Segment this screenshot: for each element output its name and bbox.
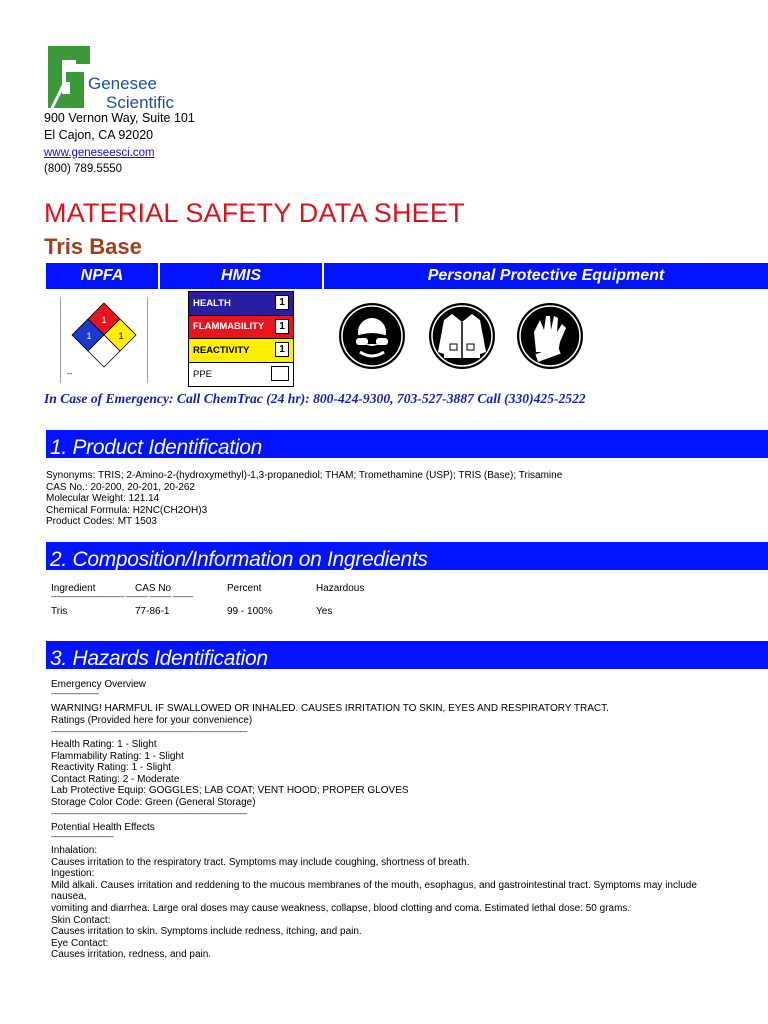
hmis-header: HMIS <box>160 263 324 289</box>
section-3-title: 3. Hazards Identification <box>50 647 268 670</box>
molecular-weight-line: Molecular Weight: 121.14 <box>46 493 160 505</box>
section-2-title: 2. Composition/Information on Ingredients <box>50 548 428 571</box>
storage-color-code: Storage Color Code: Green (General Storage) <box>51 796 256 808</box>
hmis-value: 1 <box>275 319 289 334</box>
page-title: MATERIAL SAFETY DATA SHEET <box>44 198 465 228</box>
eye-contact-label: Eye Contact: <box>51 937 109 949</box>
hmis-label: REACTIVITY <box>193 344 250 356</box>
section-2-header <box>46 542 768 570</box>
reactivity-rating: Reactivity Rating: 1 - Slight <box>51 762 172 774</box>
dash-separator: ----------------------------------------------------------------------------------------------------------- <box>51 729 247 736</box>
lab-coat-icon <box>428 302 496 370</box>
hmis-value <box>271 366 289 381</box>
cas-line: CAS No.: 20-200, 20-201, 20-262 <box>46 481 195 493</box>
hmis-row-ppe <box>189 363 293 387</box>
safety-header-bar <box>46 263 768 289</box>
emergency-contact: In Case of Emergency: Call ChemTrac (24 hr): 800-424-9300, 703-527-3887 Call (330)425-2522 <box>44 391 586 406</box>
section-3-header <box>46 641 768 669</box>
hmis-row-flammability <box>189 316 293 340</box>
product-codes-line: Product Codes: MT 1503 <box>46 516 157 528</box>
warning-text: WARNING! HARMFUL IF SWALLOWED OR INHALED. CAUSES IRRITATION TO SKIN, EYES AND RESPIRATORY TRACT. <box>51 703 609 714</box>
hmis-label: PPE <box>193 368 213 380</box>
ingestion-text: Mild alkali. Causes irritation and reddening to the mucous membranes of the mouth, esophagus, and gastrointestinal tract. Symptoms may include <box>51 879 697 891</box>
synonyms-line: Synonyms: TRIS; 2-Amino-2-(hydroxymethyl)-1,3-propanediol; THAM; Tromethamine (USP); TRIS (Base); Trisamine <box>46 470 563 481</box>
ppe-header: Personal Protective Equipment <box>427 267 665 284</box>
company-name-line2: Scientific <box>106 93 175 112</box>
percent-header: Percent <box>227 583 262 594</box>
address-line2: El Cajon, CA 92020 <box>44 128 154 142</box>
ratings-list <box>51 739 409 809</box>
contact-rating: Contact Rating: 2 - Moderate <box>51 773 180 785</box>
emergency-overview-label: Emergency Overview <box>51 679 147 690</box>
hmis-label: HEALTH <box>193 297 231 309</box>
flammability-rating: Flammability Rating: 1 - Slight <box>51 750 184 762</box>
hmis-table <box>188 291 294 387</box>
gloves-icon <box>516 302 584 370</box>
hmis-value: 1 <box>275 295 289 310</box>
ingredient-header: Ingredient <box>51 583 96 594</box>
npfa-diamond-icon <box>61 297 147 383</box>
address-line1: 900 Vernon Way, Suite 101 <box>44 111 195 125</box>
eye-contact-text: Causes irritation, redness, and pain. <box>51 949 212 961</box>
npfa-header: NPFA <box>46 263 160 289</box>
section-1-title: 1. Product Identification <box>50 436 262 459</box>
dash-separator: -------------------------- <box>51 691 99 698</box>
inhalation-label: Inhalation: <box>51 845 98 856</box>
ingestion-label: Ingestion: <box>51 868 95 880</box>
hazardous-header: Hazardous <box>316 583 365 594</box>
ratings-intro: Ratings (Provided here for your convenience) <box>51 715 253 726</box>
section-1-content <box>46 470 562 528</box>
ingestion-text-cont2: vomiting and diarrhea. Large oral doses may cause weakness, collapse, blood clotting and coma. Estimated lethal dose: 50 grams. <box>51 902 631 914</box>
chemical-formula-line: Chemical Formula: H2NC(CH2OH)3 <box>46 504 208 516</box>
dash-separator: ----------------------------------------------------------------------------------------------------------- <box>51 811 247 818</box>
hmis-row-health <box>189 292 293 316</box>
skin-contact-text: Causes irritation to skin. Symptoms include redness, itching, and pain. <box>51 926 362 938</box>
hmis-label: FLAMMABILITY <box>193 321 265 333</box>
cas-cell: 77-86-1 <box>135 606 170 617</box>
health-rating: Health Rating: 1 - Slight <box>51 739 157 750</box>
inhalation-text: Causes irritation to the respiratory tract. Symptoms may include coughing, shortness of breath. <box>51 856 470 868</box>
phone-number: (800) 789.5550 <box>44 163 123 175</box>
lab-protective-equip: Lab Protective Equip: GOGGLES; LAB COAT; VENT HOOD; PROPER GLOVES <box>51 785 409 797</box>
percent-cell: 99 - 100% <box>227 606 273 617</box>
dash-separator: ---------------------------------- <box>51 834 114 841</box>
npfa-flammability: 1 <box>101 315 107 325</box>
product-name: Tris Base <box>44 234 142 259</box>
npfa-diamond <box>60 297 148 383</box>
ingredient-cell: Tris <box>51 606 68 617</box>
ingestion-text-cont: nausea, <box>51 891 87 903</box>
table-separator: ---------------------------------------- ------------ ------------ ----------- <box>51 594 193 601</box>
website-link[interactable]: www.geneseesci.com <box>44 147 155 159</box>
npfa-reactivity: 1 <box>118 331 124 341</box>
potential-health-effects-label: Potential Health Effects <box>51 822 155 833</box>
hazardous-cell: Yes <box>316 606 333 617</box>
company-name-line1: Genesee <box>88 74 157 93</box>
goggles-icon <box>338 302 406 370</box>
hmis-value: 1 <box>275 342 289 357</box>
skin-contact-label: Skin Contact: <box>51 914 111 926</box>
company-logo <box>46 44 196 114</box>
npfa-special: -- <box>67 369 73 378</box>
hmis-row-reactivity <box>189 339 293 363</box>
npfa-health: 1 <box>86 331 92 341</box>
cas-header: CAS No <box>135 583 172 594</box>
health-effects-list <box>51 845 697 961</box>
section-1-header <box>46 430 768 458</box>
